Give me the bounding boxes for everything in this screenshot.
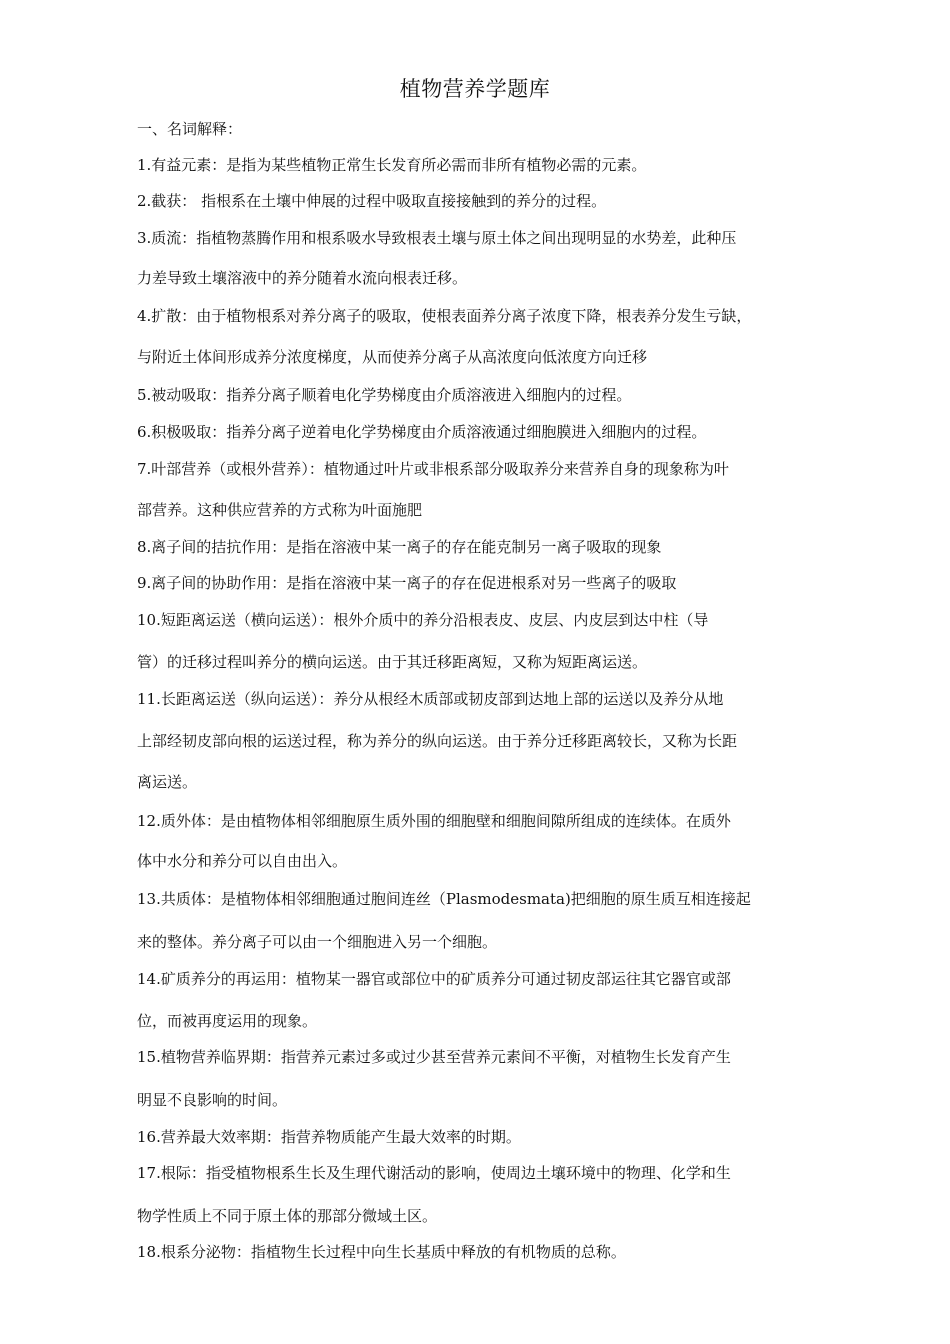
text-line: 4.扩散：由于植物根系对养分离子的吸取，使根表面养分离子浓度下降，根表养分发生亏缺，	[137, 307, 752, 325]
text-line: 8.离子间的拮抗作用：是指在溶液中某一离子的存在能克制另一离子吸取的现象	[137, 538, 662, 556]
text-line: 11.长距离运送（纵向运送）：养分从根经木质部或韧皮部到达地上部的运送以及养分从地	[137, 690, 724, 708]
section-heading: 一、名词解释：	[137, 120, 243, 138]
text-line: 16.营养最大效率期：指营养物质能产生最大效率的时期。	[137, 1128, 521, 1146]
text-line: 5.被动吸取：指养分离子顺着电化学势梯度由介质溶液进入细胞内的过程。	[137, 386, 632, 404]
document-title: 植物营养学题库	[399, 77, 551, 101]
text-line: 9.离子间的协助作用：是指在溶液中某一离子的存在促进根系对另一些离子的吸取	[137, 574, 677, 592]
text-line: 13.共质体：是植物体相邻细胞通过胞间连丝（Plasmodesmata)把细胞的原生质互相连接起	[137, 890, 751, 908]
text-line: 15.植物营养临界期：指营养元素过多或过少甚至营养元素间不平衡，对植物生长发育产生	[137, 1048, 731, 1066]
text-line: 体中水分和养分可以自由出入。	[137, 852, 348, 870]
text-line: 17.根际：指受植物根系生长及生理代谢活动的影响，使周边土壤环境中的物理、化学和生	[137, 1164, 731, 1182]
text-line: 力差导致土壤溶液中的养分随着水流向根表迁移。	[137, 269, 468, 287]
text-line: 上部经韧皮部向根的运送过程，称为养分的纵向运送。由于养分迁移距离较长，又称为长距	[137, 732, 738, 750]
text-line: 10.短距离运送（横向运送）：根外介质中的养分沿根表皮、皮层、内皮层到达中柱（导	[137, 611, 709, 629]
text-line: 6.积极吸取：指养分离子逆着电化学势梯度由介质溶液通过细胞膜进入细胞内的过程。	[137, 423, 707, 441]
text-line: 18.根系分泌物：指植物生长过程中向生长基质中释放的有机物质的总称。	[137, 1243, 626, 1261]
text-line: 位，而被再度运用的现象。	[137, 1012, 318, 1030]
text-line: 1.有益元素：是指为某些植物正常生长发育所必需而非所有植物必需的元素。	[137, 156, 647, 174]
text-line: 2.截获： 指根系在土壤中伸展的过程中吸取直接接触到的养分的过程。	[137, 192, 607, 210]
text-line: 管）的迁移过程叫养分的横向运送。由于其迁移距离短，又称为短距离运送。	[137, 653, 648, 671]
text-line: 离运送。	[137, 773, 198, 791]
text-line: 7.叶部营养（或根外营养）：植物通过叶片或非根系部分吸取养分来营养自身的现象称为叶	[137, 460, 729, 478]
text-line: 3.质流：指植物蒸腾作用和根系吸水导致根表土壤与原土体之间出现明显的水势差，此种压	[137, 229, 737, 247]
text-line: 部营养。这种供应营养的方式称为叶面施肥	[137, 501, 423, 519]
text-line: 物学性质上不同于原土体的那部分微域土区。	[137, 1207, 438, 1225]
text-line: 14.矿质养分的再运用：植物某一器官或部位中的矿质养分可通过韧皮部运往其它器官或部	[137, 970, 731, 988]
text-line: 12.质外体：是由植物体相邻细胞原生质外围的细胞壁和细胞间隙所组成的连续体。在质外	[137, 812, 731, 830]
text-line: 来的整体。养分离子可以由一个细胞进入另一个细胞。	[137, 933, 498, 951]
text-line: 明显不良影响的时间。	[137, 1091, 288, 1109]
text-line: 与附近土体间形成养分浓度梯度，从而使养分离子从高浓度向低浓度方向迁移	[137, 348, 648, 366]
